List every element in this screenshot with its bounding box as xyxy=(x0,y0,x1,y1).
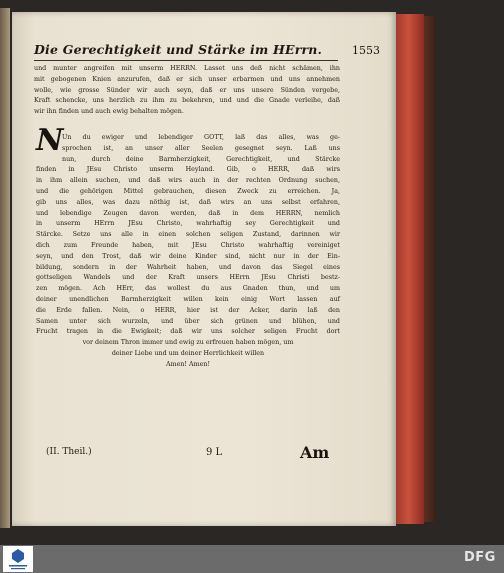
text-line: bildung, sondern in der Wahrheit haben, und davon das Siegel eines xyxy=(36,263,340,271)
text-line: deiner unendlichen Barmherzigkeit willen kein einig Wort lassen auf xyxy=(36,295,340,303)
volume-note: (II. Theil.) xyxy=(46,447,92,457)
running-head: Die Gerechtigkeit und Stärke im HErrn. xyxy=(34,42,323,57)
text-line: deiner Liebe und um deiner Herrlichkeit willen xyxy=(111,349,265,357)
text-line: die Erde fallen. Nein, o HERR, hier ist der Acker, darin laß den xyxy=(36,306,340,314)
text-line: zen mögen. Ach HErr, das wollest du aus Gnaden thun, und um xyxy=(36,285,340,293)
paragraph-1 xyxy=(34,64,340,118)
signature-mark: 9 L xyxy=(206,447,223,458)
catchword: Am xyxy=(300,443,330,462)
book-edge xyxy=(0,8,10,528)
text-line: Samen unter sich wurzeln, und über sich grünen und blühen, und xyxy=(36,317,340,325)
institution-crest-icon xyxy=(3,546,33,572)
institution-logo[interactable] xyxy=(3,546,33,572)
paragraph-2 xyxy=(36,133,340,371)
closing-line: Amen! Amen! xyxy=(166,360,210,368)
text-line: gottseligen Wandels und der Kraft unsers HErrn JEsu Christi bestz- xyxy=(36,274,340,282)
text-line: mit gebogenen Knien anzurufen, daß er sich unser erbarmen und uns annehmen xyxy=(34,75,340,83)
dfg-logo[interactable]: DFG xyxy=(464,550,496,565)
viewer-footer-bar xyxy=(0,545,504,573)
text-line: dich zum Freunde haben, mit JEsu Christo wahrhaftig vereiniget xyxy=(36,241,340,249)
text-line: Un du ewiger und lebendiger GOTT, laß das alles, was ge- xyxy=(62,134,340,141)
text-line: nun, durch deine Barmherzigkeit, Gerechtigkeit, und Stärcke xyxy=(62,155,340,163)
book-spine-shadow xyxy=(424,16,436,522)
text-line: seyn, und den Trost, daß wir deine Kinder sind, nicht nur in der Ein- xyxy=(36,252,340,260)
text-line: Frucht tragen in die Ewigkeit; daß wir uns solcher seligen Frucht dort xyxy=(36,328,340,336)
drop-capital: N xyxy=(36,123,64,158)
text-line: vor deinem Thron immer und ewig zu erfreuen haben mögen, um xyxy=(82,339,294,347)
text-line: gib uns alles, was dazu nöthig ist, daß wirs an uns selbst erfahren, xyxy=(36,198,340,206)
text-line: Stärcke. Setze uns alle in einen solchen seligen Zustand, darinnen wir xyxy=(36,231,340,239)
text-line: sprochen ist, an unser aller Seelen gesegnet seyn. Laß uns xyxy=(62,144,340,152)
text-line: finden in JEsu Christo unserm Heyland. Gib, o HERR, daß wirs xyxy=(36,166,340,174)
text-line: und munter angreifen mit unserm HERRN. Lasset uns deß nicht schämen, ihn xyxy=(34,65,340,72)
book-cover-edge xyxy=(396,14,424,524)
text-line: wir ihn finden und auch ewig behalten mögen. xyxy=(34,108,184,116)
text-line: wolle, wie grosse Sünder wir auch seyn, daß er uns unsere Sünden vergebe, xyxy=(34,86,340,94)
text-line: in unserm HErrn JEsu Christo, wahrhaftig sey Gerechtigkeit und xyxy=(36,220,340,228)
page-number: 1553 xyxy=(352,44,380,57)
text-line: Kraft schencke, uns herzlich zu ihm zu bekehren, und und die Gnade verleihe, daß xyxy=(34,97,340,105)
header-rule xyxy=(34,60,338,61)
text-line: und lebendige Zeugen davon werden, daß in dem HERRN, nemlich xyxy=(36,209,340,217)
text-line: und die gehörigen Mittel gebrauchen, diesen Zweck zu erreichen. Ja, xyxy=(36,187,340,195)
text-line: in ihm allein suchen, und daß wirs auch in der rechten Ordnung suchen, xyxy=(36,177,340,185)
